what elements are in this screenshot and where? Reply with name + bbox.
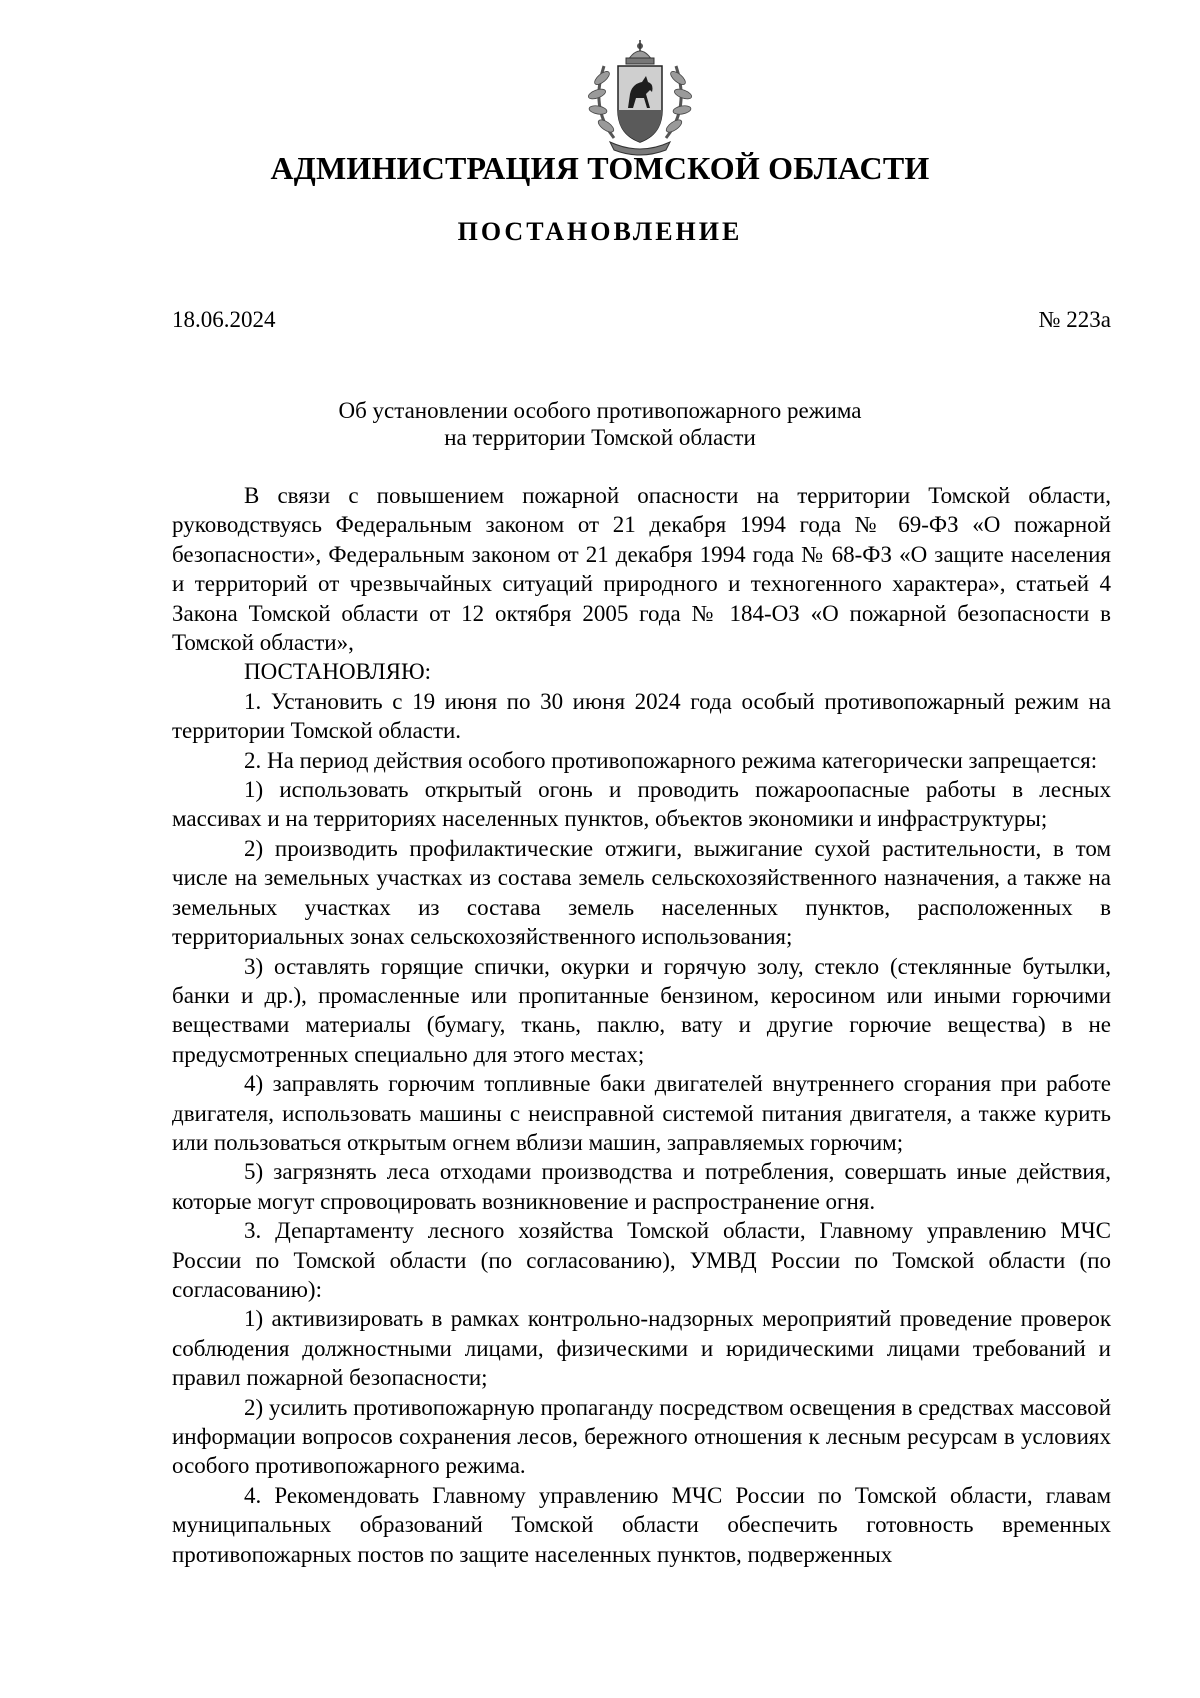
clause-4: 4. Рекомендовать Главному управлению МЧС России по Томской области, главам муниципальных образований Томской области обеспечить готовность временных противопожарных постов по защите населенных пунктов, подверженных: [172, 1482, 1111, 1567]
clause-2-item-4: 4) заправлять горючим топливные баки двигателей внутреннего сгорания при работе двигателя, использовать машины с неисправной системой питания двигателя, а также курить или пользоваться открытым огнем вблизи машин, заправляемых горючим;: [172, 1071, 1111, 1155]
clause-2: 2. На период действия особого противопожарного режима категорически запрещается:: [244, 747, 1098, 773]
document-type: ПОСТАНОВЛЕНИЕ: [457, 217, 743, 246]
document-subject: [0, 397, 1200, 451]
subject-line: на территории Томской области: [444, 425, 756, 450]
clause-2-item-5: 5) загрязнять леса отходами производства и потребления, совершать иные действия, которые могут спровоцировать возникновение и распространение огня.: [172, 1159, 1111, 1214]
clause-2-item-3: 3) оставлять горящие спички, окурки и горячую золу, стекло (стеклянные бутылки, банки и др.), промасленные или пропитанные бензином, керосином или иными горючими веществами материалы (бумагу, ткань, паклю, вату и другие горючие вещества) в не предусмотренных специально для этого местах;: [172, 953, 1111, 1067]
clause-2-item-2: 2) производить профилактические отжиги, выжигание сухой растительности, в том числе на земельных участках из состава земель сельскохозяйственного назначения, а также на земельных участках из состава земель населенных пунктов, расположенных в территориальных зонах сельскохозяйственного использования;: [172, 835, 1111, 950]
resolve-heading: ПОСТАНОВЛЯЮ:: [244, 659, 432, 685]
document-date: 18.06.2024: [172, 307, 276, 332]
clause-3-item-2: 2) усилить противопожарную пропаганду посредством освещения в средствах массовой информации вопросов сохранения лесов, бережного отношения к лесным ресурсам в условиях особого противопожарного режима.: [172, 1394, 1111, 1479]
document-body: [172, 481, 1111, 1569]
preamble-paragraph: В связи с повышением пожарной опасности на территории Томской области, руководствуясь Федеральным законом от 21 декабря 1994 года № 69-ФЗ «О пожарной безопасности», Федеральным законом от 21 декабря 1994 года № 68-ФЗ «О защите населения и территорий от чрезвычайных ситуаций природного и техногенного характера», статьей 4 Закона Томской области от 12 октября 2005 года № 184-ОЗ «О пожарной безопасности в Томской области»,: [172, 483, 1111, 656]
clause-3-item-1: 1) активизировать в рамках контрольно-надзорных мероприятий проведение проверок соблюдения должностными лицами, физическими и юридическими лицами требований и правил пожарной безопасности;: [172, 1306, 1111, 1391]
document-number: № 223а: [1038, 307, 1111, 332]
clause-1: 1. Установить с 19 июня по 30 июня 2024 года особый противопожарный режим на территории Томской области.: [172, 688, 1111, 744]
tomsk-oblast-coat-of-arms-icon: [584, 38, 696, 156]
subject-line: Об установлении особого противопожарного режима: [338, 398, 862, 423]
issuing-authority: АДМИНИСТРАЦИЯ ТОМСКОЙ ОБЛАСТИ: [270, 150, 930, 186]
clause-2-item-1: 1) использовать открытый огонь и проводить пожароопасные работы в лесных массивах и на территориях населенных пунктов, объектов экономики и инфраструктуры;: [172, 777, 1111, 832]
clause-3: 3. Департаменту лесного хозяйства Томской области, Главному управлению МЧС России по Томской области (по согласованию), УМВД России по Томской области (по согласованию):: [172, 1218, 1111, 1302]
